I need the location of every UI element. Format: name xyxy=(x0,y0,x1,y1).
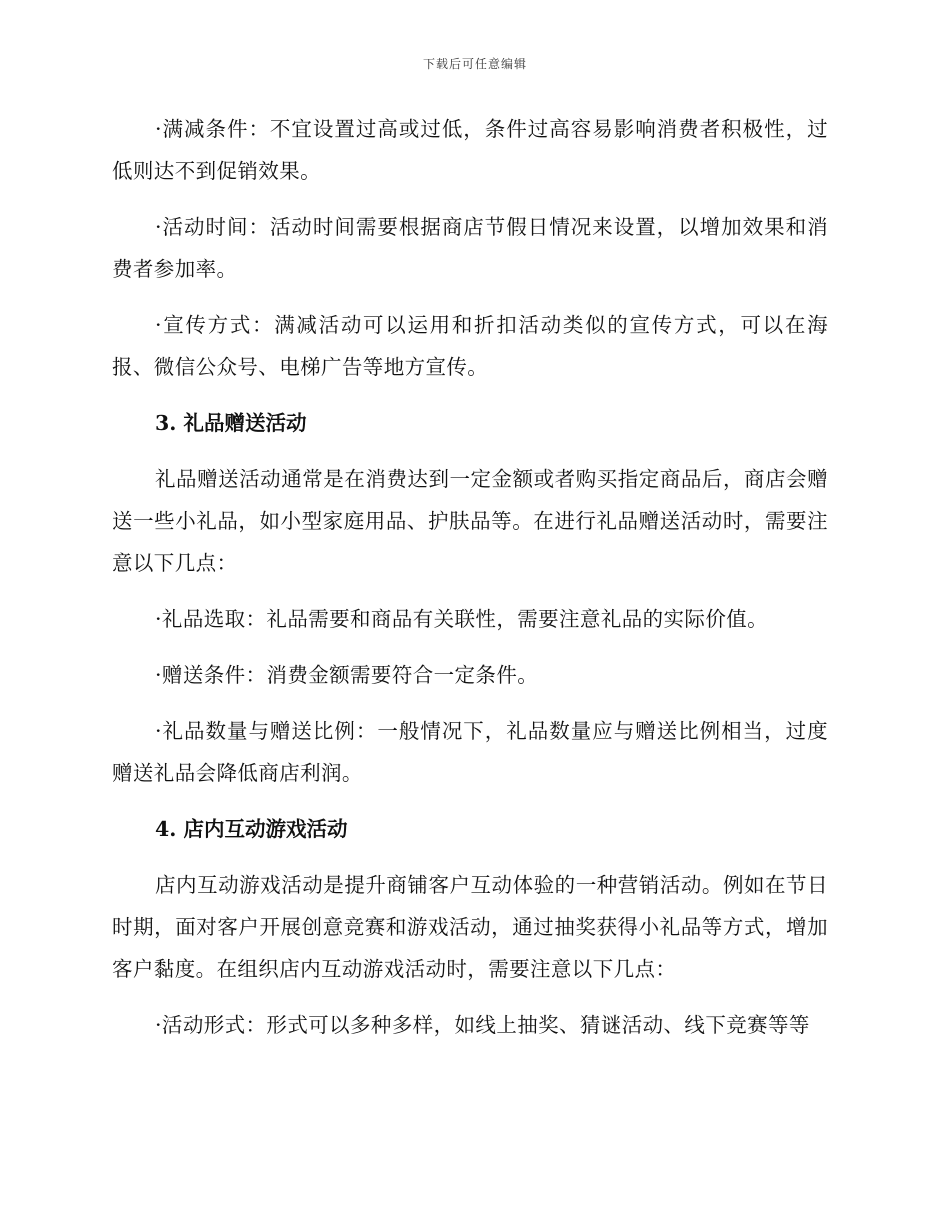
page-header: 下载后可任意编辑 xyxy=(422,57,527,71)
bullet-promotion-method: ·宣传方式：满减活动可以运用和折扣活动类似的宣传方式，可以在海报、微信公众号、电梯广告等地方宣传。 xyxy=(112,313,828,379)
bullet-gift-condition: ·赠送条件：消费金额需要符合一定条件。 xyxy=(155,663,539,687)
bullet-activity-format: ·活动形式：形式可以多种多样，如线上抽奖、猜谜活动、线下竞赛等等 xyxy=(155,1013,810,1037)
bullet-full-reduction-condition: ·满减条件：不宜设置过高或过低，条件过高容易影响消费者积极性，过低则达不到促销效果。 xyxy=(112,117,828,183)
paragraph-gift-giving-intro: 礼品赠送活动通常是在消费达到一定金额或者购买指定商品后，商店会赠送一些小礼品，如小型家庭用品、护肤品等。在进行礼品赠送活动时，需要注意以下几点： xyxy=(112,467,828,575)
bullet-gift-selection: ·礼品选取：礼品需要和商品有关联性，需要注意礼品的实际价值。 xyxy=(155,607,769,631)
paragraph-in-store-games-intro: 店内互动游戏活动是提升商铺客户互动体验的一种营销活动。例如在节日时期，面对客户开展创意竞赛和游戏活动，通过抽奖获得小礼品等方式，增加客户黏度。在组织店内互动游戏活动时，需要注意以下几点： xyxy=(112,873,828,981)
bullet-gift-quantity-ratio: ·礼品数量与赠送比例：一般情况下，礼品数量应与赠送比例相当，过度赠送礼品会降低商店利润。 xyxy=(112,719,828,785)
section-heading-in-store-games: 4. 店内互动游戏活动 xyxy=(155,817,348,841)
document-body xyxy=(112,108,828,1060)
section-heading-gift-giving: 3. 礼品赠送活动 xyxy=(155,411,307,435)
bullet-activity-time: ·活动时间：活动时间需要根据商店节假日情况来设置，以增加效果和消费者参加率。 xyxy=(112,215,828,281)
